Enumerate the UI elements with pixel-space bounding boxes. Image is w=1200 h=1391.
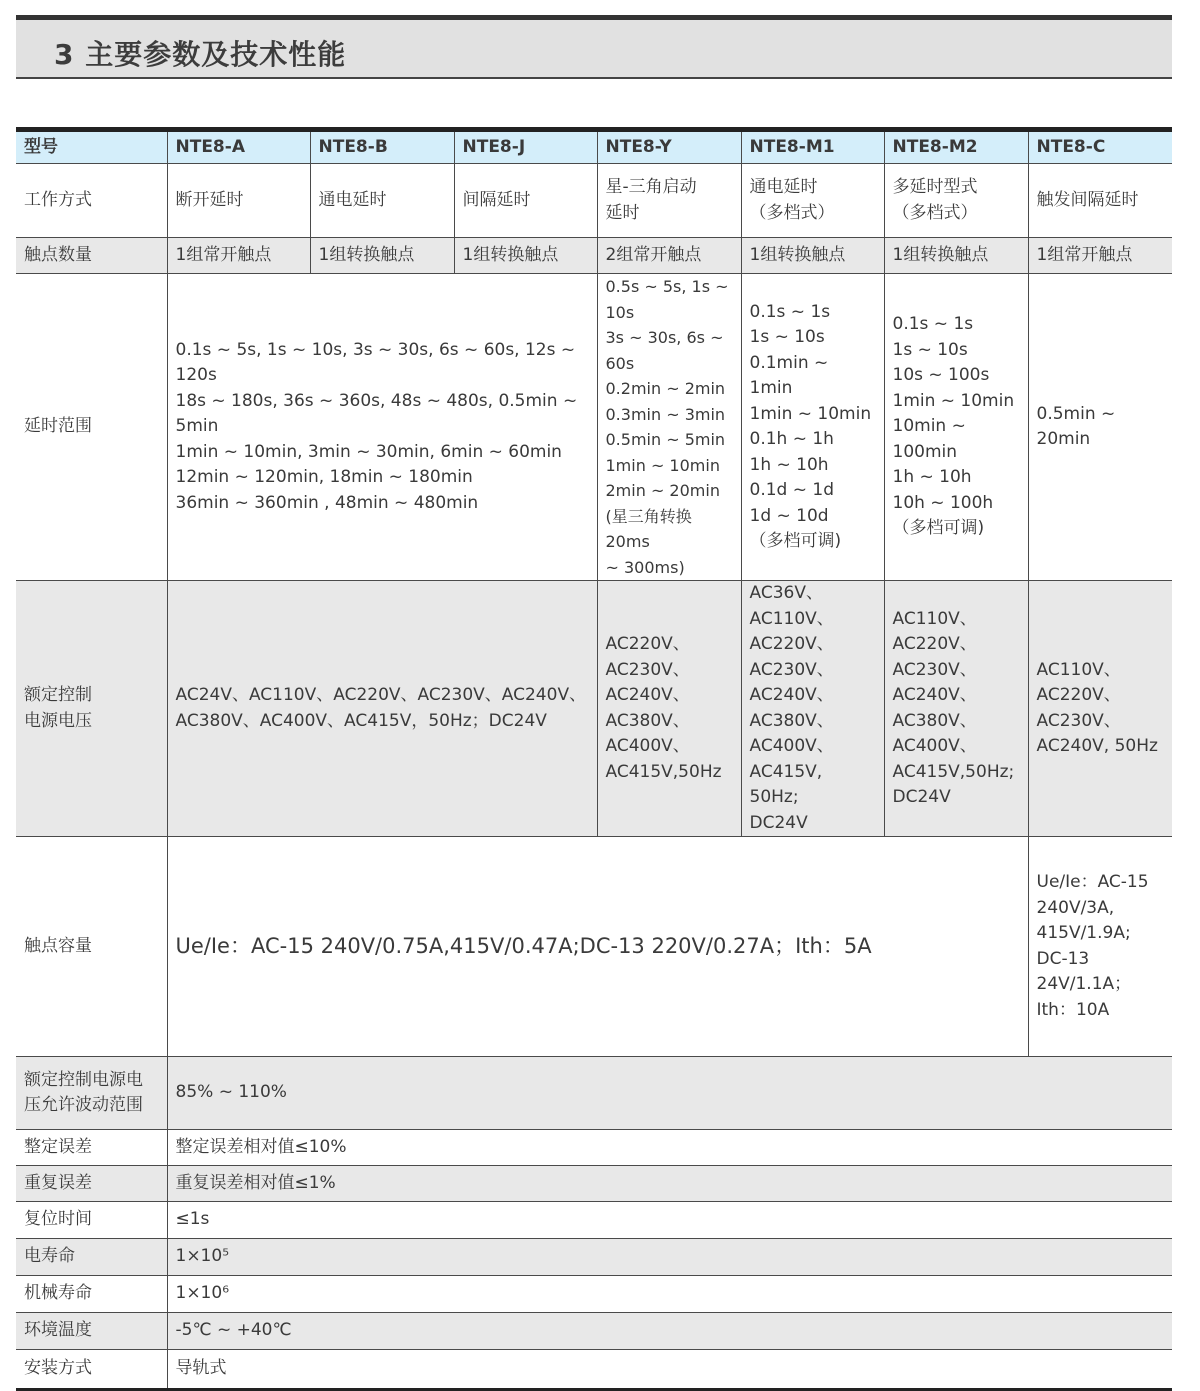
ambient-temp-label: 环境温度 [16, 1313, 167, 1350]
electrical-life-value: 1×10⁵ [167, 1239, 1172, 1276]
contact-capacity-c: Ue/Ie：AC-15 240V/3A, 415V/1.9A; DC-13 24V/1.1A； Ith：10A [1028, 837, 1172, 1057]
contact-count-c: 1组常开触点 [1028, 238, 1172, 274]
header-nte8-a: NTE8-A [167, 130, 310, 164]
work-mode-row [16, 164, 1172, 238]
contact-count-y: 2组常开触点 [597, 238, 741, 274]
voltage-fluctuation-value: 85% ~ 110% [167, 1057, 1172, 1130]
contact-count-m2: 1组转换触点 [884, 238, 1028, 274]
contact-count-row [16, 238, 1172, 274]
mounting-row [16, 1350, 1172, 1390]
header-nte8-m2: NTE8-M2 [884, 130, 1028, 164]
mechanical-life-label: 机械寿命 [16, 1276, 167, 1313]
section-title: 3 主要参数及技术性能 [54, 38, 347, 71]
repeat-error-row [16, 1166, 1172, 1202]
delay-range-c: 0.5min ~ 20min [1028, 274, 1172, 581]
ambient-temp-row [16, 1313, 1172, 1350]
header-nte8-y: NTE8-Y [597, 130, 741, 164]
rated-voltage-m2: AC110V、 AC220V、 AC230V、 AC240V、 AC380V、 AC400V、 AC415V,50Hz; DC24V [884, 581, 1028, 837]
work-mode-b: 通电延时 [310, 164, 454, 238]
reset-time-value: ≤1s [167, 1202, 1172, 1239]
work-mode-m2: 多延时型式 （多档式） [884, 164, 1028, 238]
work-mode-c: 触发间隔延时 [1028, 164, 1172, 238]
repeat-error-label: 重复误差 [16, 1166, 167, 1202]
section-header [16, 15, 1172, 79]
header-model-label: 型号 [16, 130, 167, 164]
voltage-fluctuation-label: 额定控制电源电 压允许波动范围 [16, 1057, 167, 1130]
rated-voltage-label: 额定控制 电源电压 [16, 581, 167, 837]
work-mode-a: 断开延时 [167, 164, 310, 238]
delay-range-label: 延时范围 [16, 274, 167, 581]
delay-range-abj: 0.1s ~ 5s, 1s ~ 10s, 3s ~ 30s, 6s ~ 60s, 12s ~ 120s 18s ~ 180s, 36s ~ 360s, 48s ~ 480s, 0.5min ~ 5min 1min ~ 10min, 3min ~ 30min, 6min ~ 60min 12min ~ 120min, 18min ~ 180min 36min ~ 360min , 48min ~ 480min [167, 274, 597, 581]
contact-capacity-row [16, 837, 1172, 1057]
rated-voltage-c: AC110V、 AC220V、 AC230V、 AC240V, 50Hz [1028, 581, 1172, 837]
rated-voltage-m1: AC36V、 AC110V、 AC220V、 AC230V、 AC240V、 AC380V、 AC400V、 AC415V, 50Hz; DC24V [741, 581, 884, 837]
ambient-temp-value: -5℃ ~ +40℃ [167, 1313, 1172, 1350]
mechanical-life-row [16, 1276, 1172, 1313]
header-nte8-j: NTE8-J [454, 130, 597, 164]
rated-voltage-y: AC220V、 AC230V、 AC240V、 AC380V、 AC400V、 AC415V,50Hz [597, 581, 741, 837]
delay-range-row [16, 274, 1172, 581]
contact-count-j: 1组转换触点 [454, 238, 597, 274]
contact-capacity-main: Ue/Ie：AC-15 240V/0.75A,415V/0.47A;DC-13 220V/0.27A；Ith：5A [167, 837, 1028, 1057]
mounting-label: 安装方式 [16, 1350, 167, 1390]
reset-time-label: 复位时间 [16, 1202, 167, 1239]
header-nte8-b: NTE8-B [310, 130, 454, 164]
reset-time-row [16, 1202, 1172, 1239]
spec-table [16, 127, 1172, 1391]
rated-voltage-row [16, 581, 1172, 837]
contact-count-label: 触点数量 [16, 238, 167, 274]
delay-range-m2: 0.1s ~ 1s 1s ~ 10s 10s ~ 100s 1min ~ 10min 10min ~ 100min 1h ~ 10h 10h ~ 100h （多档可调) [884, 274, 1028, 581]
work-mode-m1: 通电延时 （多档式） [741, 164, 884, 238]
setting-error-label: 整定误差 [16, 1130, 167, 1166]
header-nte8-m1: NTE8-M1 [741, 130, 884, 164]
header-nte8-c: NTE8-C [1028, 130, 1172, 164]
work-mode-y: 星-三角启动 延时 [597, 164, 741, 238]
contact-count-a: 1组常开触点 [167, 238, 310, 274]
electrical-life-row [16, 1239, 1172, 1276]
work-mode-j: 间隔延时 [454, 164, 597, 238]
delay-range-y: 0.5s ~ 5s, 1s ~ 10s 3s ~ 30s, 6s ~ 60s 0.2min ~ 2min 0.3min ~ 3min 0.5min ~ 5min 1min ~ 10min 2min ~ 20min (星三角转换20ms ~ 300ms) [597, 274, 741, 581]
contact-capacity-label: 触点容量 [16, 837, 167, 1057]
voltage-fluctuation-row [16, 1057, 1172, 1130]
mounting-value: 导轨式 [167, 1350, 1172, 1390]
electrical-life-label: 电寿命 [16, 1239, 167, 1276]
setting-error-value: 整定误差相对值≤10% [167, 1130, 1172, 1166]
repeat-error-value: 重复误差相对值≤1% [167, 1166, 1172, 1202]
setting-error-row [16, 1130, 1172, 1166]
header-row [16, 130, 1172, 164]
contact-count-m1: 1组转换触点 [741, 238, 884, 274]
work-mode-label: 工作方式 [16, 164, 167, 238]
mechanical-life-value: 1×10⁶ [167, 1276, 1172, 1313]
rated-voltage-abj: AC24V、AC110V、AC220V、AC230V、AC240V、 AC380V、AC400V、AC415V，50Hz；DC24V [167, 581, 597, 837]
contact-count-b: 1组转换触点 [310, 238, 454, 274]
delay-range-m1: 0.1s ~ 1s 1s ~ 10s 0.1min ~ 1min 1min ~ 10min 0.1h ~ 1h 1h ~ 10h 0.1d ~ 1d 1d ~ 10d （多档可调) [741, 274, 884, 581]
